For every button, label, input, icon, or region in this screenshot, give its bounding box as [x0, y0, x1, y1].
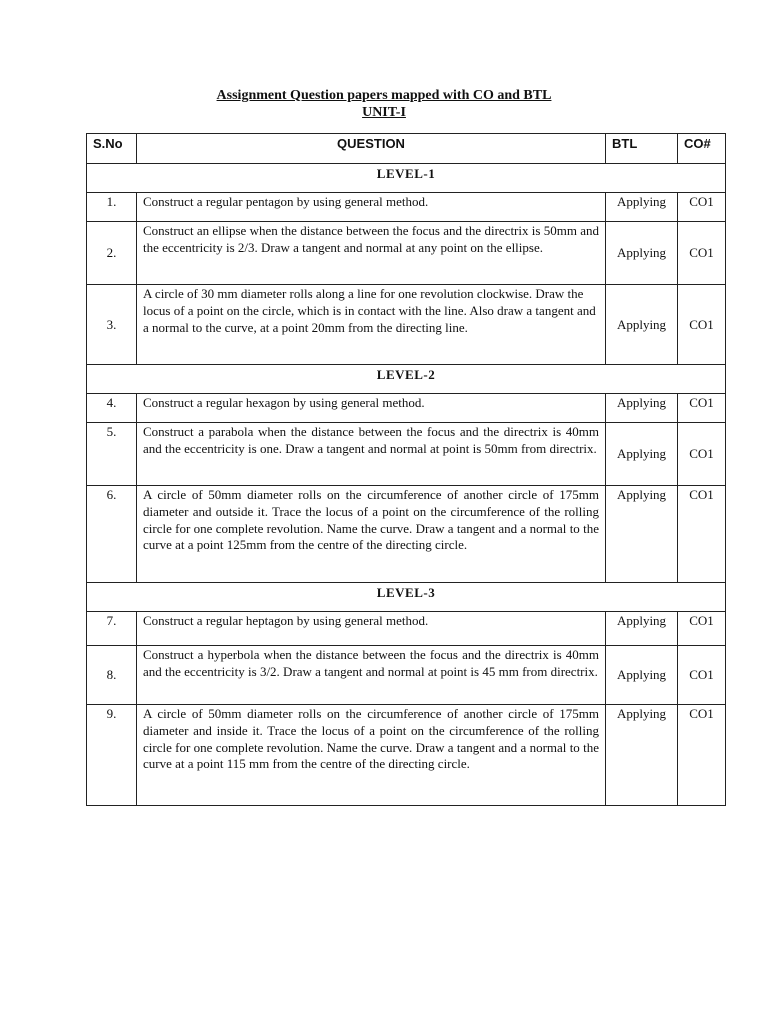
question-cell: Construct a regular hexagon by using general method.: [137, 394, 606, 423]
co-cell: CO1: [678, 423, 726, 486]
btl-cell: Applying: [606, 193, 678, 222]
co-cell: CO1: [678, 394, 726, 423]
sno-cell: 9.: [87, 705, 137, 806]
btl-cell: Applying: [606, 486, 678, 583]
table-row: [87, 394, 726, 423]
btl-cell: Applying: [606, 222, 678, 285]
level-label: LEVEL-2: [87, 365, 726, 394]
question-cell: Construct a regular heptagon by using general method.: [137, 612, 606, 646]
table-row: [87, 486, 726, 583]
table-row: [87, 423, 726, 486]
table-row: [87, 646, 726, 705]
sno-cell: 5.: [87, 423, 137, 486]
question-cell: A circle of 30 mm diameter rolls along a line for one revolution clockwise. Draw the locus of a point on the circle, which is in contact with the line. Also draw a tangent and a normal to the curve, at a point 20mm from the directing line.: [137, 285, 606, 365]
unit-title: UNIT-I: [362, 105, 406, 120]
table-header-row: [87, 134, 726, 164]
question-cell: A circle of 50mm diameter rolls on the circumference of another circle of 175mm diameter and inside it. Trace the locus of a point on the circumference of the rolling circle for one complete revolution. Name the curve. Draw a tangent and a normal to the curve at a point 115 mm from the centre of the directing circle.: [137, 705, 606, 806]
table-row: [87, 612, 726, 646]
co-cell: CO1: [678, 646, 726, 705]
co-cell: CO1: [678, 193, 726, 222]
co-cell: CO1: [678, 705, 726, 806]
header-btl: BTL: [606, 134, 678, 164]
btl-cell: Applying: [606, 612, 678, 646]
sno-cell: 4.: [87, 394, 137, 423]
level-row: [87, 164, 726, 193]
level-row: [87, 365, 726, 394]
co-cell: CO1: [678, 285, 726, 365]
table-row: [87, 705, 726, 806]
level-row: [87, 583, 726, 612]
btl-cell: Applying: [606, 646, 678, 705]
header-co: CO#: [678, 134, 726, 164]
sno-cell: 2.: [87, 222, 137, 285]
question-cell: Construct a parabola when the distance between the focus and the directrix is 40mm and the eccentricity is one. Draw a tangent and normal at point is 50mm from directrix.: [137, 423, 606, 486]
sno-cell: 7.: [87, 612, 137, 646]
table-row: [87, 193, 726, 222]
question-cell: A circle of 50mm diameter rolls on the circumference of another circle of 175mm diameter and outside it. Trace the locus of a point on the circumference of the rolling circle for one complete revolution. Name the curve. Draw a tangent and a normal to the curve at a point 125mm from the centre of the directing circle.: [137, 486, 606, 583]
co-cell: CO1: [678, 222, 726, 285]
level-label: LEVEL-1: [87, 164, 726, 193]
sno-cell: 6.: [87, 486, 137, 583]
document-title: Assignment Question papers mapped with CO and BTL: [216, 88, 552, 103]
sno-cell: 3.: [87, 285, 137, 365]
co-cell: CO1: [678, 486, 726, 583]
co-cell: CO1: [678, 612, 726, 646]
table-row: [87, 222, 726, 285]
btl-cell: Applying: [606, 423, 678, 486]
btl-cell: Applying: [606, 394, 678, 423]
btl-cell: Applying: [606, 285, 678, 365]
sno-cell: 1.: [87, 193, 137, 222]
question-cell: Construct an ellipse when the distance between the focus and the directrix is 50mm and the eccentricity is 2/3. Draw a tangent and normal at any point on the ellipse.: [137, 222, 606, 285]
table-row: [87, 285, 726, 365]
header-question: QUESTION: [137, 134, 606, 164]
header-sno: S.No: [87, 134, 137, 164]
question-cell: Construct a regular pentagon by using general method.: [137, 193, 606, 222]
sno-cell: 8.: [87, 646, 137, 705]
question-table: [86, 133, 726, 806]
question-cell: Construct a hyperbola when the distance between the focus and the directrix is 40mm and the eccentricity is 3/2. Draw a tangent and normal at point is 45 mm from directrix.: [137, 646, 606, 705]
level-label: LEVEL-3: [87, 583, 726, 612]
btl-cell: Applying: [606, 705, 678, 806]
